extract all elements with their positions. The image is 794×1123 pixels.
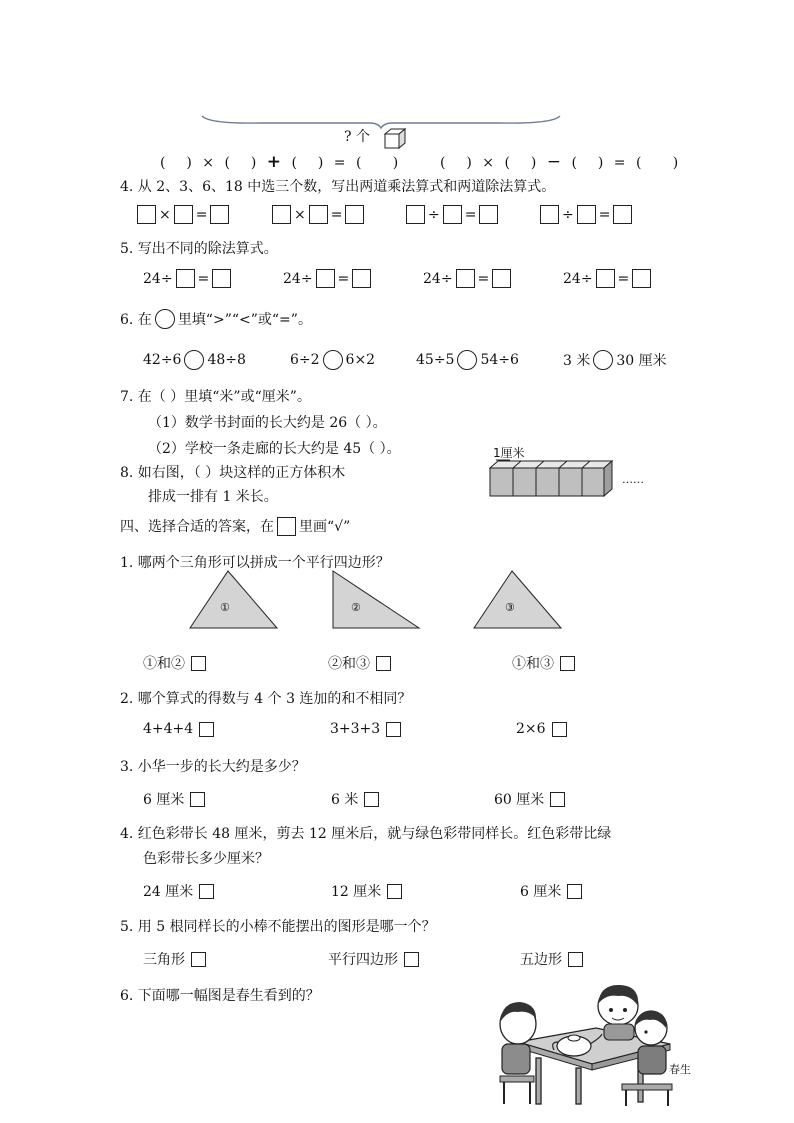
c4-option-1: 24 厘米 bbox=[143, 881, 214, 901]
compare-circle[interactable] bbox=[593, 350, 613, 370]
q4-equation-2: × = bbox=[272, 205, 364, 224]
c3-option-1: 6 厘米 bbox=[143, 789, 205, 809]
answer-box[interactable] bbox=[443, 205, 462, 224]
top-equation-left: ( ) × ( ) + ( ) = ( ) bbox=[160, 152, 399, 172]
triangle-1-label: ① bbox=[220, 601, 230, 614]
q7-item-1: （1）数学书封面的长大约是 26（ ）。 bbox=[148, 415, 387, 431]
circle-symbol bbox=[155, 309, 175, 329]
triangle-3-label: ③ bbox=[505, 601, 515, 614]
choice-checkbox[interactable] bbox=[386, 722, 401, 737]
choice-checkbox[interactable] bbox=[364, 792, 379, 807]
choice-checkbox[interactable] bbox=[190, 792, 205, 807]
cube-icon bbox=[383, 128, 407, 150]
answer-box[interactable] bbox=[540, 205, 559, 224]
c1-title: 1. 哪两个三角形可以拼成一个平行四边形？ bbox=[120, 555, 390, 571]
q6-title: 6. 在 里填“>”“<”或“=”。 bbox=[120, 309, 312, 329]
answer-box[interactable] bbox=[352, 269, 371, 288]
q5-equation-3: 24÷ = bbox=[423, 269, 511, 288]
q5-title: 5. 写出不同的除法算式。 bbox=[120, 241, 278, 257]
c3-option-3: 60 厘米 bbox=[494, 789, 565, 809]
c4-option-2: 12 厘米 bbox=[331, 881, 402, 901]
answer-box[interactable] bbox=[406, 205, 425, 224]
triangle-2-label: ② bbox=[351, 601, 361, 614]
choice-checkbox[interactable] bbox=[568, 952, 583, 967]
checkbox-symbol bbox=[277, 517, 296, 536]
c4-option-3: 6 厘米 bbox=[520, 881, 582, 901]
c3-option-2: 6 米 bbox=[331, 789, 379, 809]
triangle-1 bbox=[188, 569, 280, 631]
c5-option-3: 五边形 bbox=[520, 949, 583, 969]
q8-line-2: 排成一排有 1 米长。 bbox=[148, 489, 278, 505]
top-equation-right: ( ) × ( ) − ( ) = ( ) bbox=[440, 152, 679, 172]
c3-title: 3. 小华一步的长大约是多少？ bbox=[120, 759, 306, 775]
answer-box[interactable] bbox=[210, 205, 229, 224]
c5-title: 5. 用 5 根同样长的小棒不能摆出的图形是哪一个？ bbox=[120, 919, 436, 935]
answer-box[interactable] bbox=[176, 269, 195, 288]
answer-box[interactable] bbox=[212, 269, 231, 288]
q8-line-1: 8. 如右图，（ ）块这样的正方体积木 bbox=[120, 465, 346, 481]
answer-box[interactable] bbox=[596, 269, 615, 288]
c5-option-1: 三角形 bbox=[143, 949, 206, 969]
answer-box[interactable] bbox=[456, 269, 475, 288]
q5-equation-1: 24÷ = bbox=[143, 269, 231, 288]
answer-box[interactable] bbox=[577, 205, 596, 224]
continuation-dots: …… bbox=[622, 473, 644, 486]
q4-equation-4: ÷ = bbox=[540, 205, 632, 224]
q7-title: 7. 在（ ）里填“米”或“厘米”。 bbox=[120, 389, 311, 405]
answer-box[interactable] bbox=[613, 205, 632, 224]
compare-circle[interactable] bbox=[323, 350, 343, 370]
choice-checkbox[interactable] bbox=[191, 952, 206, 967]
c1-option-1: ①和② bbox=[143, 653, 206, 673]
cube-row-figure bbox=[488, 458, 616, 498]
c2-option-3: 2×6 bbox=[516, 721, 567, 737]
q6-item-1: 42÷6 48÷8 bbox=[143, 352, 246, 368]
choice-checkbox[interactable] bbox=[404, 952, 419, 967]
choice-checkbox[interactable] bbox=[191, 656, 206, 671]
brace-label: ? 个 bbox=[344, 129, 370, 145]
answer-box[interactable] bbox=[492, 269, 511, 288]
children-at-table-illustration bbox=[488, 980, 688, 1110]
answer-box[interactable] bbox=[632, 269, 651, 288]
q6-item-3: 45÷5 54÷6 bbox=[416, 352, 519, 368]
choice-checkbox[interactable] bbox=[376, 656, 391, 671]
cube-size-label: 1厘米 bbox=[493, 446, 525, 460]
c2-option-2: 3+3+3 bbox=[330, 721, 401, 737]
chunsheng-label: 春生 bbox=[669, 1063, 691, 1076]
answer-box[interactable] bbox=[137, 205, 156, 224]
q6-item-2: 6÷2 6×2 bbox=[290, 352, 376, 368]
triangle-3 bbox=[472, 569, 564, 631]
answer-box[interactable] bbox=[174, 205, 193, 224]
c5-option-2: 平行四边形 bbox=[328, 949, 419, 969]
c6-title: 6. 下面哪一幅图是春生看到的？ bbox=[120, 988, 320, 1004]
answer-box[interactable] bbox=[316, 269, 335, 288]
choice-checkbox[interactable] bbox=[199, 884, 214, 899]
choice-checkbox[interactable] bbox=[560, 656, 575, 671]
choice-checkbox[interactable] bbox=[550, 792, 565, 807]
q4-equation-1: × = bbox=[137, 205, 229, 224]
answer-box[interactable] bbox=[309, 205, 328, 224]
c4-line-1: 4. 红色彩带长 48 厘米，剪去 12 厘米后，就与绿色彩带同样长。红色彩带比绿 bbox=[120, 826, 612, 842]
c1-option-2: ②和③ bbox=[328, 653, 391, 673]
q4-equation-3: ÷ = bbox=[406, 205, 498, 224]
q5-equation-4: 24÷ = bbox=[563, 269, 651, 288]
answer-box[interactable] bbox=[479, 205, 498, 224]
c1-option-3: ①和③ bbox=[512, 653, 575, 673]
brace bbox=[200, 106, 562, 130]
c2-title: 2. 哪个算式的得数与 4 个 3 连加的和不相同？ bbox=[120, 691, 412, 707]
compare-circle[interactable] bbox=[184, 350, 204, 370]
choice-checkbox[interactable] bbox=[199, 722, 214, 737]
triangle-2 bbox=[330, 569, 422, 631]
q4-title: 4. 从 2、3、6、18 中选三个数，写出两道乘法算式和两道除法算式。 bbox=[120, 179, 556, 195]
q7-item-2: （2）学校一条走廊的长大约是 45（ ）。 bbox=[148, 441, 401, 457]
section-4-title: 四、选择合适的答案，在 里画“√” bbox=[120, 516, 350, 536]
choice-checkbox[interactable] bbox=[387, 884, 402, 899]
q5-equation-2: 24÷ = bbox=[283, 269, 371, 288]
c4-line-2: 色彩带长多少厘米？ bbox=[143, 851, 269, 867]
answer-box[interactable] bbox=[345, 205, 364, 224]
c2-option-1: 4+4+4 bbox=[143, 721, 214, 737]
answer-box[interactable] bbox=[272, 205, 291, 224]
compare-circle[interactable] bbox=[457, 350, 477, 370]
choice-checkbox[interactable] bbox=[567, 884, 582, 899]
choice-checkbox[interactable] bbox=[552, 722, 567, 737]
q6-item-4: 3 米 30 厘米 bbox=[563, 350, 667, 370]
